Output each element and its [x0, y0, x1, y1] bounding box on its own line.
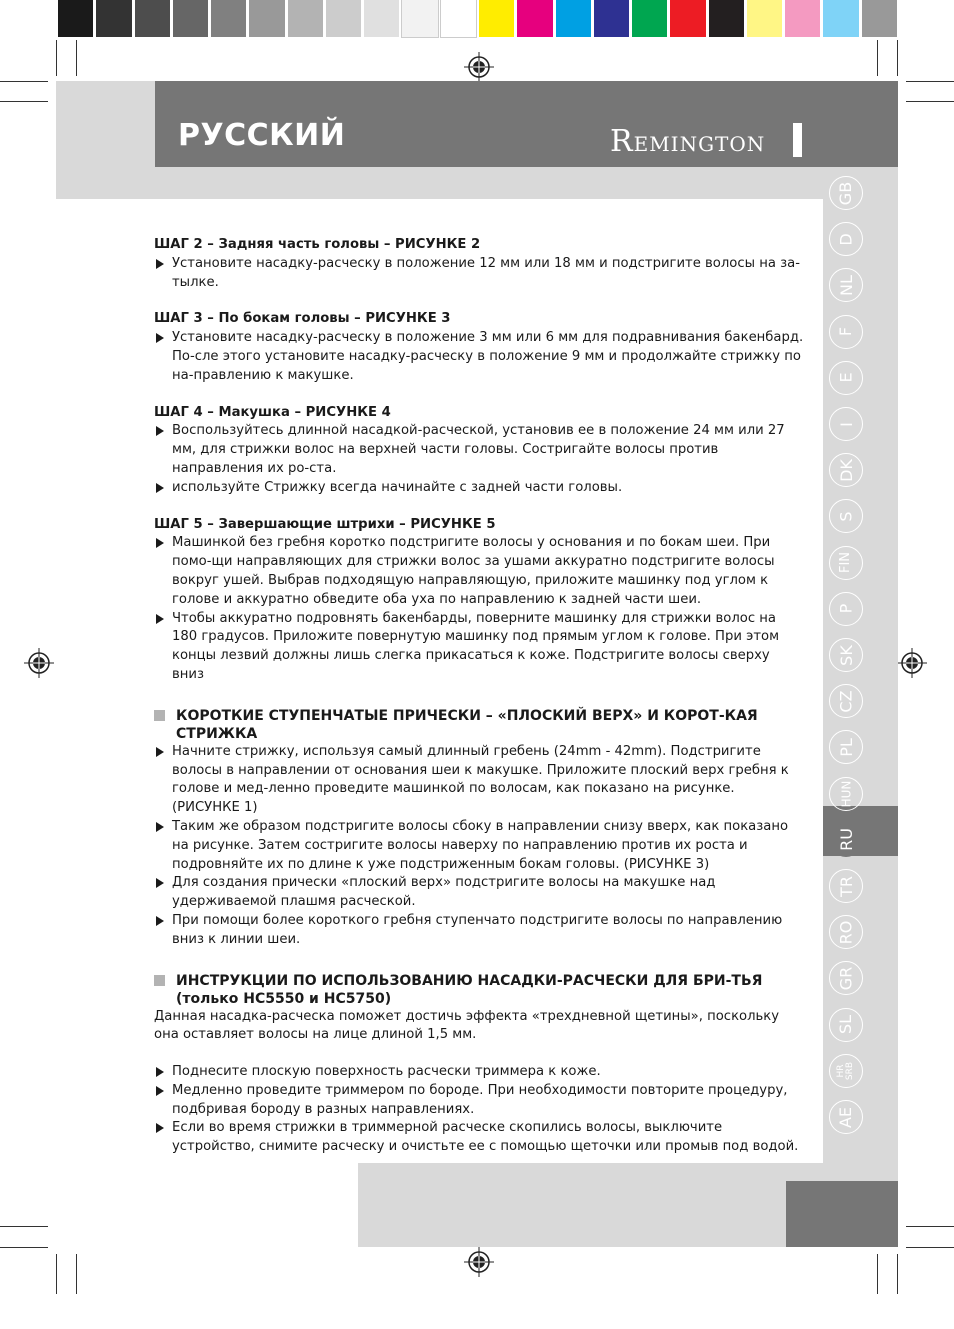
short-haircuts-heading: КОРОТКИЕ СТУПЕНЧАТЫЕ ПРИЧЕСКИ – «ПЛОСКИЙ ВЕРХ» И КОРОТ-КАЯ СТРИЖКА — [154, 707, 804, 743]
color-swatch — [747, 0, 782, 37]
language-tab-tr[interactable] — [829, 869, 863, 903]
language-tab-label: SL — [836, 1015, 856, 1035]
step-5-bullet: Машинкой без гребня коротко подстригите волосы у основания и по бокам шеи. При помо-щи направляющих для стрижки волос за ушами аккуратно подстригите волосы вокруг ушей. Выбрав подходящую направляющую, приложите машинку под углом к голове и аккуратно обведите оба уха по направлению к задней части шеи. — [154, 534, 804, 609]
step-5-bullet: Чтобы аккуратно подровнять бакенбарды, поверните машинку для стрижки волос на 180 градусов. Приложите повернутую машинку под прямым углом к голове. При этом концы лезвий должны лишь слегка прикасаться к коже. Подстригите волосы сверху вниз — [154, 610, 804, 685]
language-tab-sl[interactable] — [829, 1008, 863, 1042]
crop-mark — [56, 40, 57, 76]
language-tab-e[interactable] — [829, 361, 863, 395]
language-tab-label: F — [836, 326, 856, 337]
language-tab-label: DK — [836, 458, 856, 482]
crop-mark — [76, 1254, 77, 1294]
beard-comb-bullet: Если во время стрижки в триммерной расческе скопились волосы, выключите устройство, снимите расческу и очистьте ее с помощью щеточки или промыв под водой. — [154, 1119, 804, 1157]
crop-mark — [906, 101, 954, 102]
short-haircuts-bullet: Таким же образом подстригите волосы сбоку в направлении снизу вверх, как показано на рисунке. Затем состригите волосы наверху по направлению против их роста и подровняйте их по длине к уже подстриженным бокам головы. (РИСУНКЕ 3) — [154, 818, 804, 874]
color-swatch — [58, 0, 93, 37]
crop-mark — [877, 40, 878, 76]
language-tab-label: HR SRB — [835, 1061, 855, 1080]
language-tab-label: RU — [836, 828, 856, 852]
color-swatch — [823, 0, 858, 37]
language-tab-f[interactable] — [829, 315, 863, 349]
color-swatch — [517, 0, 552, 37]
language-tab-label: NL — [836, 274, 856, 296]
color-swatch — [441, 0, 476, 37]
color-swatch — [862, 0, 897, 37]
language-tab-label: SK — [836, 644, 856, 666]
language-tab-label: TR — [836, 875, 856, 897]
step-4-bullet: используйте Стрижку всегда начинайте с задней части головы. — [154, 479, 804, 498]
language-tab-cz[interactable] — [829, 684, 863, 718]
beard-comb-bullet: Медленно проведите триммером по бороде. При необходимости повторите процедуру, подбривая бороду в разных направлениях. — [154, 1082, 804, 1120]
step-2-heading: ШАГ 2 – Задняя часть головы – РИСУНКЕ 2 — [154, 237, 481, 252]
color-swatch — [670, 0, 705, 37]
color-swatch — [249, 0, 284, 37]
step-3-bullet: Установите насадку-расческу в положение 3 мм или 6 мм для подравнивания бакенбард. По-сле этого установите насадку-расческу в положение 9 мм и продолжайте стрижку по на-правлению к макушке. — [154, 329, 804, 385]
language-tab-ru[interactable] — [829, 823, 863, 857]
registration-mark-right — [897, 648, 927, 678]
language-tab-i[interactable] — [829, 407, 863, 441]
language-tab-fin[interactable] — [829, 546, 863, 580]
beard-comb-intro: Данная насадка-расческа поможет достичь эффекта «трехдневной щетины», поскольку она оставляет волосы на лице длиной 1,5 мм. — [154, 1008, 780, 1043]
color-swatch — [326, 0, 361, 37]
language-tab-label: RO — [836, 920, 856, 945]
crop-mark — [0, 101, 48, 102]
language-tab-label: FIN — [838, 552, 854, 574]
step-2-bullet: Установите насадку-расческу в положение 12 мм или 18 мм и подстригите волосы на за-тылке. — [154, 255, 804, 293]
crop-mark — [0, 1247, 48, 1248]
language-tab-ae[interactable] — [829, 1100, 863, 1134]
language-tab-d[interactable] — [829, 222, 863, 256]
brand-logo-initial: R — [610, 124, 634, 159]
step-3-heading: ШАГ 3 – По бокам головы – РИСУНКЕ 3 — [154, 311, 451, 327]
short-haircuts-bullet: Начните стрижку, используя самый длинный гребень (24mm - 42mm). Подстригите волосы в направлении от основания шеи к макушке. Приложите плоский верх гребня к голове и мед-ленно проведите машинкой по волосам, как показано на рисунке. (РИСУНКЕ 1) — [154, 743, 804, 818]
crop-mark — [906, 1247, 954, 1248]
language-tab-hr-srb[interactable] — [829, 1054, 863, 1088]
registration-mark-bottom — [464, 1247, 494, 1277]
color-swatch — [288, 0, 323, 37]
page-number-box — [786, 1181, 898, 1247]
color-swatch — [135, 0, 170, 37]
language-tab-label: CZ — [836, 690, 856, 713]
color-swatch — [402, 0, 437, 37]
language-tab-label: I — [836, 421, 856, 427]
registration-mark-left — [24, 648, 54, 678]
language-tab-hun[interactable] — [829, 777, 863, 811]
short-haircuts-bullet: Для создания прически «плоский верх» подстригите волосы на макушке над удерживаемой плашмя расческой. — [154, 874, 804, 912]
language-tab-label: P — [836, 603, 856, 614]
language-tab-ro[interactable] — [829, 915, 863, 949]
crop-mark — [56, 1254, 57, 1294]
color-swatch — [479, 0, 514, 37]
language-tab-dk[interactable] — [829, 453, 863, 487]
color-swatch — [632, 0, 667, 37]
language-tab-gb[interactable] — [829, 176, 863, 210]
color-swatch — [364, 0, 399, 37]
language-tab-label: S — [836, 511, 856, 522]
step-4-bullet: Воспользуйтесь длинной насадкой-расческой, установив ее в положение 24 мм или 27 мм, для стрижки волос на верхней части головы. Состригайте волосы против направления их ро-ста. — [154, 422, 804, 478]
color-swatch — [211, 0, 246, 37]
language-tab-label: E — [836, 372, 856, 383]
brand-logo-rest: EMINGTON — [633, 132, 766, 156]
color-swatch — [173, 0, 208, 37]
crop-mark — [897, 40, 898, 76]
crop-mark — [0, 81, 48, 82]
step-4-heading: ШАГ 4 – Макушка – РИСУНКЕ 4 — [154, 404, 391, 420]
color-swatch — [709, 0, 744, 37]
step-5-heading: ШАГ 5 – Завершающие штрихи – РИСУНКЕ 5 — [154, 516, 496, 532]
color-swatch — [594, 0, 629, 37]
crop-mark — [0, 1226, 48, 1227]
language-tab-sk[interactable] — [829, 638, 863, 672]
language-tab-label: HUN — [838, 780, 853, 807]
language-tab-label: AE — [836, 1106, 856, 1128]
page-title: РУССКИЙ — [178, 118, 346, 153]
language-tab-label: GR — [836, 966, 856, 991]
color-swatch — [785, 0, 820, 37]
main-content — [154, 236, 804, 1157]
language-tab-p[interactable] — [829, 592, 863, 626]
registration-mark-top — [464, 52, 494, 82]
crop-mark — [76, 40, 77, 76]
crop-mark — [897, 1254, 898, 1294]
language-tab-label: D — [836, 233, 856, 246]
brand-logo-bar — [793, 123, 802, 157]
crop-mark — [877, 1254, 878, 1294]
spacer — [154, 1045, 804, 1063]
color-swatch — [556, 0, 591, 37]
beard-comb-bullet: Поднесите плоскую поверхность расчески триммера к коже. — [154, 1063, 804, 1082]
beard-comb-heading: ИНСТРУКЦИИ ПО ИСПОЛЬЗОВАНИЮ НАСАДКИ-РАСЧЕСКИ ДЛЯ БРИ-ТЬЯ (только HC5550 и HC5750) — [154, 972, 804, 1008]
language-tab-label: GB — [836, 181, 856, 205]
color-swatch — [96, 0, 131, 37]
crop-mark — [906, 1226, 954, 1227]
language-tab-label: PL — [836, 738, 856, 757]
short-haircuts-bullet: При помощи более короткого гребня ступенчато подстригите волосы по направлению вниз к линии шеи. — [154, 912, 804, 950]
brand-logo — [610, 124, 765, 159]
crop-mark — [906, 81, 954, 82]
color-calibration-bar — [56, 0, 898, 39]
